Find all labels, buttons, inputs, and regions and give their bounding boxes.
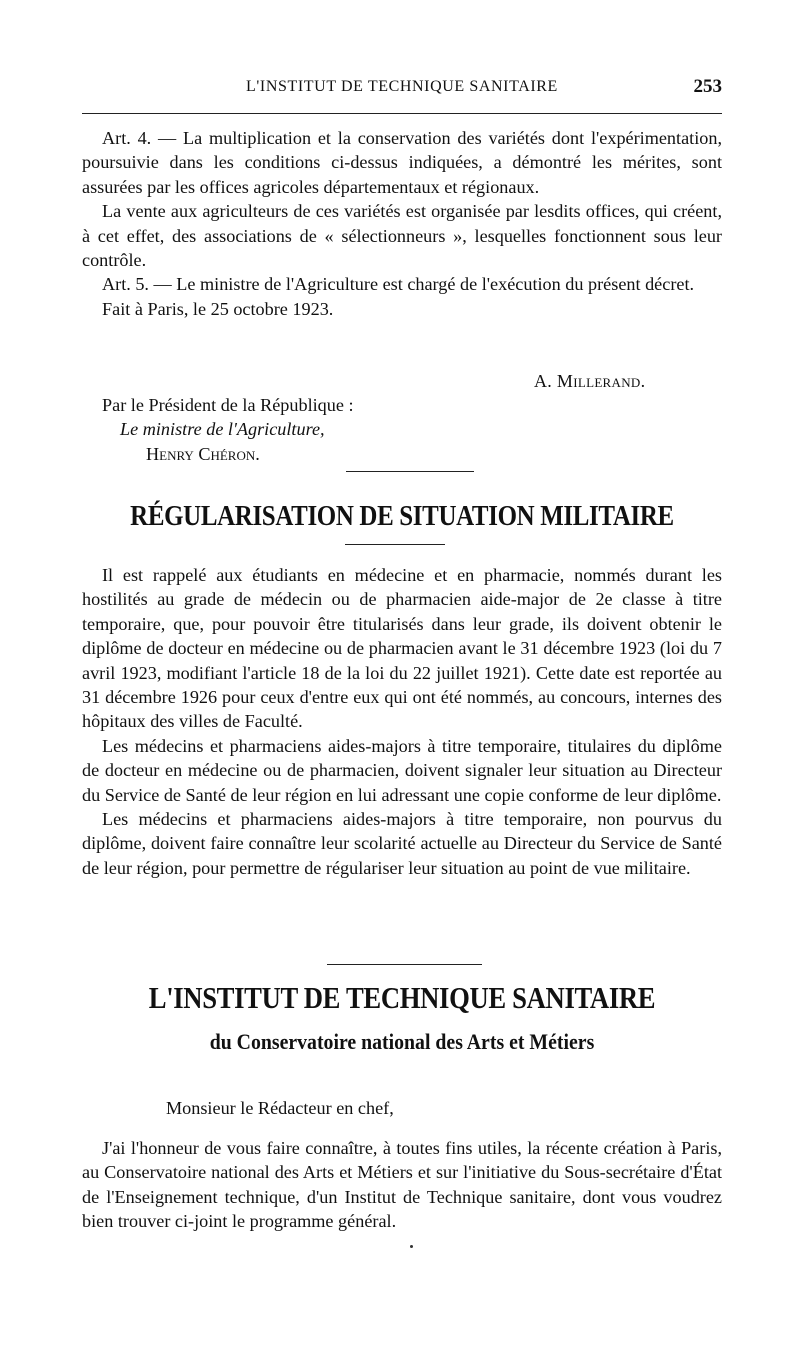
section-divider bbox=[346, 471, 474, 472]
le-ministre: Le ministre de l'Agriculture, bbox=[120, 419, 325, 440]
article-5: Art. 5. — Le ministre de l'Agriculture est chargé de l'exécution du présent décret. bbox=[102, 274, 695, 295]
title-underline bbox=[345, 544, 445, 545]
print-speck bbox=[410, 1245, 413, 1248]
institute-body bbox=[82, 1136, 722, 1234]
fait-a-paris: Fait à Paris, le 25 octobre 1923. bbox=[102, 298, 334, 319]
page-number: 253 bbox=[693, 76, 722, 97]
par-le-president: Par le Président de la République : bbox=[102, 395, 354, 415]
military-paragraph-2: Les médecins et pharmaciens aides-majors à titre temporaire, titulaires du diplôme de docteur en médecine ou de pharmacien, doivent signaler leur situation au Directeur du Service de Santé de leur région en lui adressant une copie conforme de leur diplôme. bbox=[82, 735, 722, 805]
section-subtitle-institute: du Conservatoire national des Arts et Métiers bbox=[209, 1029, 595, 1054]
section-title-military: RÉGULARISATION DE SITUATION MILITAIRE bbox=[130, 500, 674, 532]
decree-block bbox=[82, 126, 722, 321]
signature-millerand: A. Millerand. bbox=[534, 371, 646, 391]
salutation: Monsieur le Rédacteur en chef, bbox=[166, 1098, 394, 1118]
president-block bbox=[102, 393, 522, 466]
military-body bbox=[82, 563, 722, 880]
section-divider-2 bbox=[327, 964, 482, 965]
section-title-institute: L'INSTITUT DE TECHNIQUE SANITAIRE bbox=[148, 980, 656, 1015]
article-4-vente: La vente aux agriculteurs de ces variétés est organisée par lesdits offices, qui créent, à cet effet, des associations de « sélectionneurs », lesquelles fonctionnent sous leur contrôle. bbox=[82, 201, 722, 271]
running-title: L'INSTITUT DE TECHNIQUE SANITAIRE bbox=[246, 78, 558, 95]
military-paragraph-1: Il est rappelé aux étudiants en médecine et en pharmacie, nommés durant les hostilités au grade de médecin ou de pharmacien aide-major de 2e classe à titre temporaire, que, pour pouvoir être titularisés dans leur grade, ils doivent obtenir le diplôme de docteur en médecine ou de pharmacien avant le 31 décembre 1923 (loi du 7 avril 1923, modifiant l'article 18 de la loi du 22 juillet 1921). Cette date est reportée au 31 décembre 1926 pour ceux d'entre eux qui ont été nommés, au concours, internes des hôpitaux des villes de Faculté. bbox=[82, 565, 722, 732]
page-header bbox=[82, 78, 722, 102]
institute-paragraph: J'ai l'honneur de vous faire connaître, à toutes fins utiles, la récente création à Paris, au Conservatoire national des Arts et Métiers et sur l'initiative du Sous-secrétaire d'État de l'Enseignement technique, d'un Institut de Technique sanitaire, dont vous voudrez bien trouver ci-joint le programme général. bbox=[82, 1138, 722, 1232]
header-rule bbox=[82, 113, 722, 114]
military-paragraph-3: Les médecins et pharmaciens aides-majors à titre temporaire, non pourvus du diplôme, doivent faire connaître leur scolarité actuelle au Directeur du Service de Santé de leur région, pour permettre de régulariser leur situation au point de vue militaire. bbox=[82, 809, 722, 878]
signature-cheron: Henry Chéron. bbox=[146, 443, 260, 464]
article-4: Art. 4. — La multiplication et la conservation des variétés dont l'expérimentation, poursuivie dans les conditions ci-dessus indiquées, a démontré les mérites, sont assurées par les offices agricoles départementaux et régionaux. bbox=[82, 128, 722, 197]
